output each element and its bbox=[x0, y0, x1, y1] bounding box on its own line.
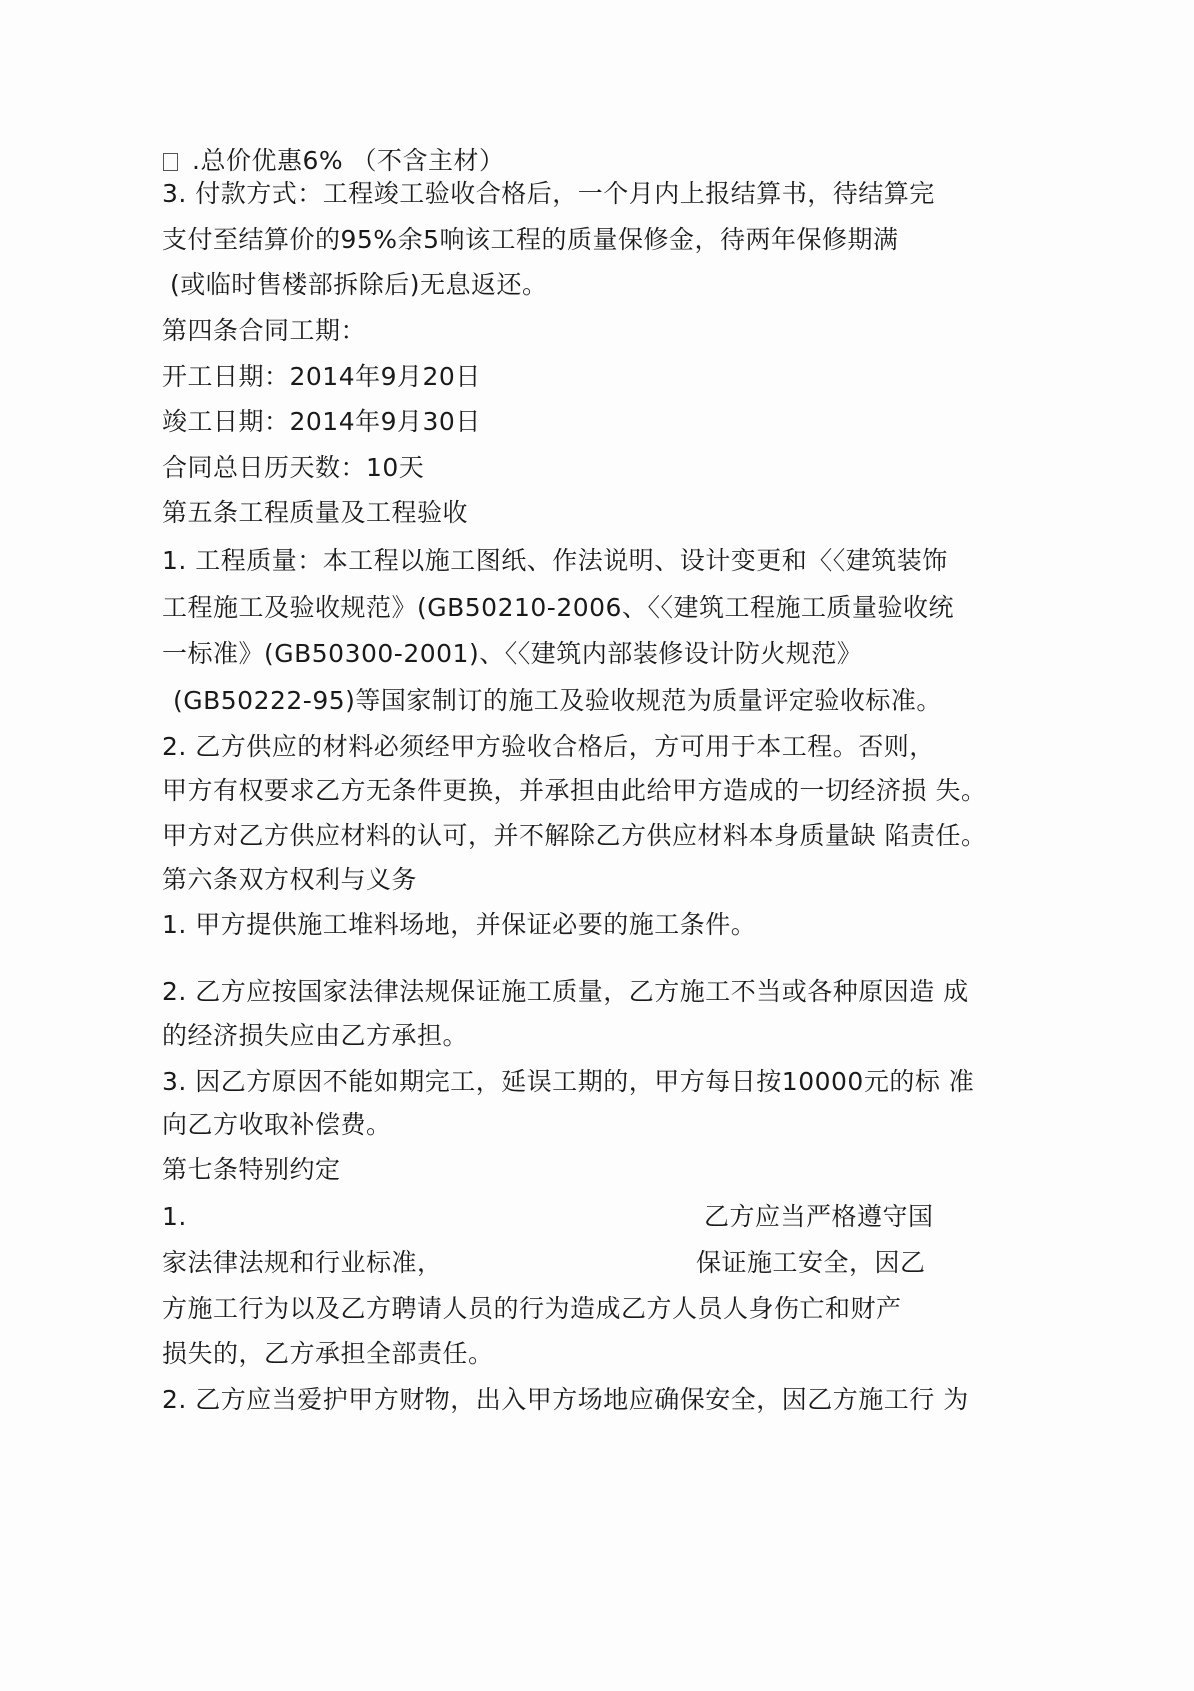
special-clause-1-text-a: 乙方应当严格遵守国 bbox=[704, 1202, 934, 1231]
special-clause-1-text-d: 方施工行为以及乙方聘请人员的行为造成乙方人员人身伤亡和财产 bbox=[162, 1294, 902, 1323]
rights-clause-1: 1. 甲方提供施工堆料场地，并保证必要的施工条件。 bbox=[162, 910, 757, 939]
quality-clause-line-1: 1. 工程质量：本工程以施工图纸、作法说明、设计变更和〈〈建筑装饰 bbox=[162, 546, 948, 575]
discount-line bbox=[163, 146, 505, 176]
rights-clause-3-line-2: 向乙方收取补偿费。 bbox=[162, 1110, 392, 1139]
discount-text: .总价优惠6% （不含主材） bbox=[192, 146, 505, 175]
start-date-line: 开工日期：2014年9月20日 bbox=[162, 362, 481, 391]
payment-terms-line-2: 支付至结算价的95%余5响该工程的质量保修金，待两年保修期满 bbox=[162, 225, 899, 254]
special-clause-2-line-1: 2. 乙方应当爱护甲方财物，出入甲方场地应确保安全，因乙方施工行 为 bbox=[162, 1385, 969, 1414]
special-clause-1-text-e: 损失的，乙方承担全部责任。 bbox=[162, 1339, 494, 1368]
article-7-heading: 第七条特别约定 bbox=[162, 1155, 341, 1184]
special-clause-1-text-c: 保证施工安全，因乙 bbox=[696, 1248, 926, 1277]
article-5-heading: 第五条工程质量及工程验收 bbox=[162, 498, 469, 527]
article-6-heading: 第六条双方权利与义务 bbox=[162, 865, 418, 894]
quality-clause-line-2: 工程施工及验收规范》(GB50210-2006、〈〈建筑工程施工质量验收统 bbox=[162, 593, 954, 622]
quality-clause-line-3: 一标准》(GB50300-2001)、〈〈建筑内部装修设计防火规范》 bbox=[162, 639, 863, 668]
special-clause-1-number: 1. bbox=[162, 1202, 187, 1231]
materials-clause-line-3: 甲方对乙方供应材料的认可，并不解除乙方供应材料本身质量缺 陷责任。 bbox=[162, 821, 987, 850]
rights-clause-3-line-1: 3. 因乙方原因不能如期完工，延误工期的，甲方每日按10000元的标 准 bbox=[162, 1067, 975, 1096]
completion-date-line: 竣工日期：2014年9月30日 bbox=[162, 407, 481, 436]
rights-clause-2-line-1: 2. 乙方应按国家法律法规保证施工质量，乙方施工不当或各种原因造 成 bbox=[162, 977, 969, 1006]
total-days-line: 合同总日历天数：10天 bbox=[162, 453, 425, 482]
payment-terms-line-1: 3. 付款方式：工程竣工验收合格后，一个月内上报结算书，待结算完 bbox=[162, 179, 935, 208]
quality-clause-line-4: (GB50222-95)等国家制订的施工及验收规范为质量评定验收标准。 bbox=[173, 686, 942, 715]
article-4-heading: 第四条合同工期： bbox=[162, 316, 367, 345]
rights-clause-2-line-2: 的经济损失应由乙方承担。 bbox=[162, 1021, 469, 1050]
materials-clause-line-1: 2. 乙方供应的材料必须经甲方验收合格后，方可用于本工程。否则， bbox=[162, 732, 935, 761]
checkbox-glyph-icon bbox=[163, 153, 178, 171]
special-clause-1-text-b: 家法律法规和行业标准， bbox=[162, 1248, 443, 1277]
payment-terms-line-3: (或临时售楼部拆除后)无息返还。 bbox=[170, 270, 548, 299]
materials-clause-line-2: 甲方有权要求乙方无条件更换，并承担由此给甲方造成的一切经济损 失。 bbox=[162, 776, 987, 805]
